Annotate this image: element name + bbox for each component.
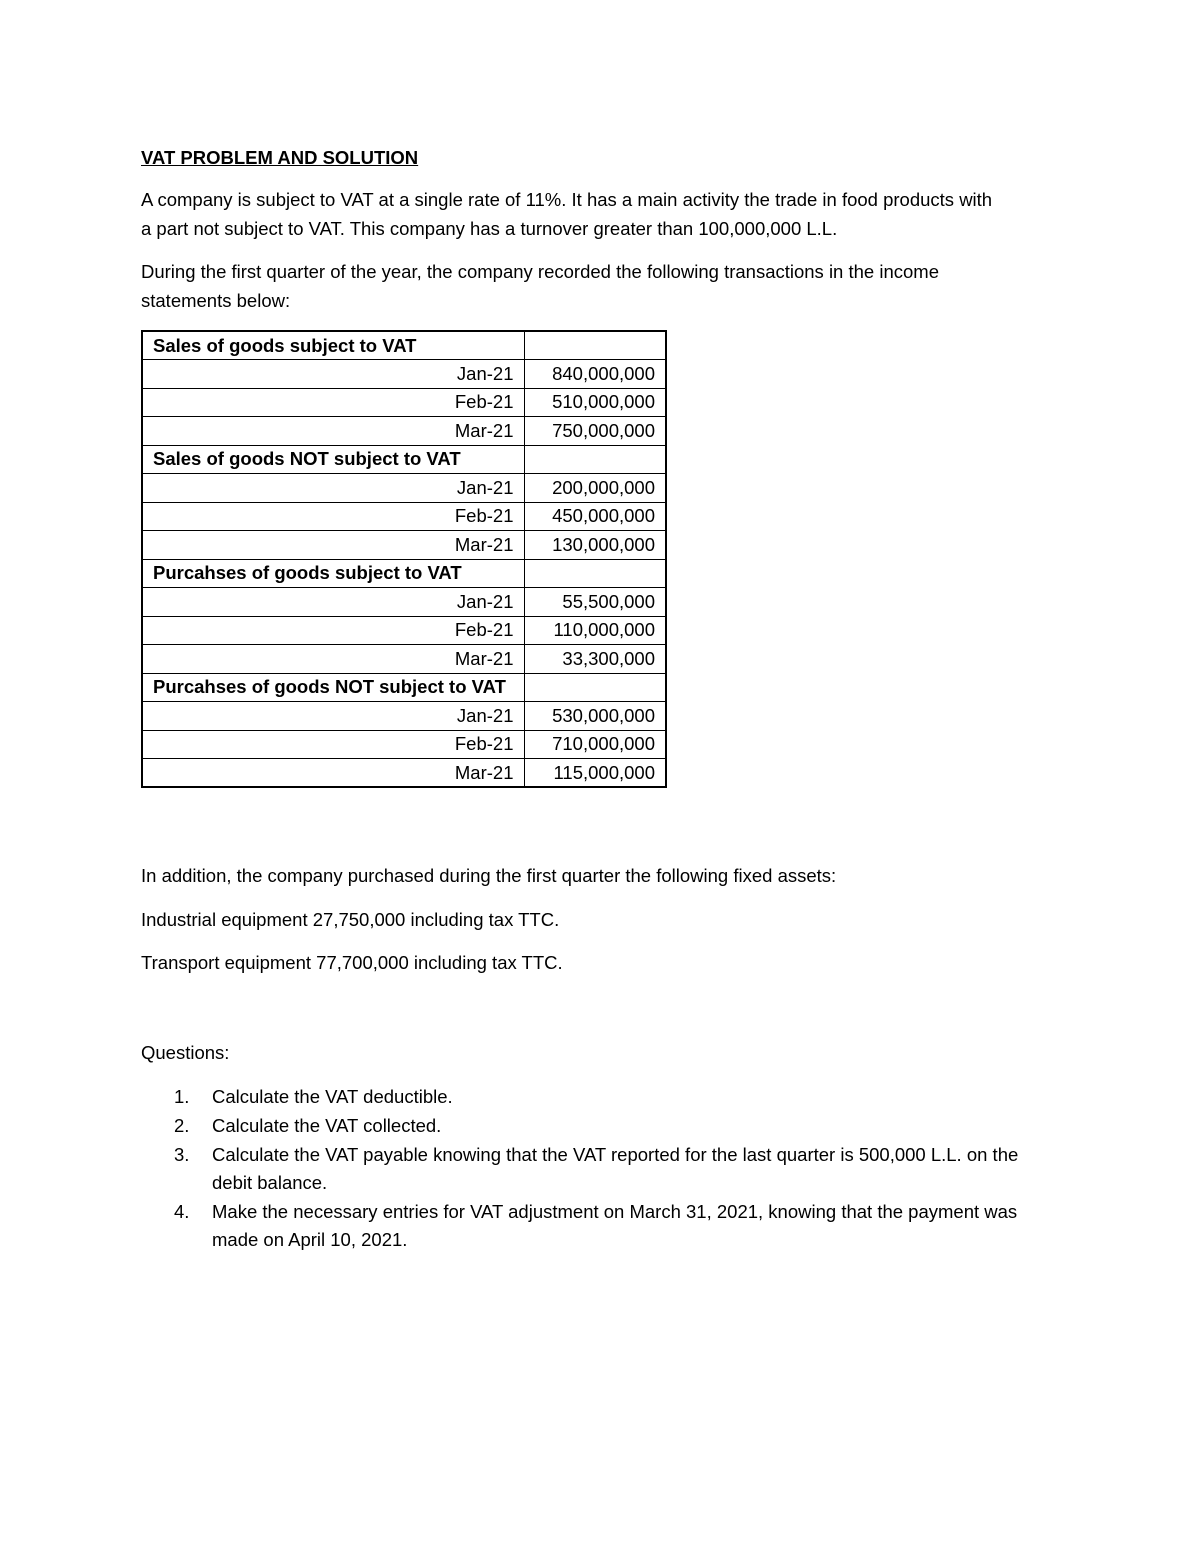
intro-paragraph-line-1: A company is subject to VAT at a single rate of 11%. It has a main activity the trade in food products with <box>141 189 993 210</box>
table-section-heading-row <box>142 673 666 702</box>
question-number: 1. <box>174 1086 190 1107</box>
section-heading: Purcahses of goods subject to VAT <box>142 559 524 588</box>
month-cell: Jan-21 <box>142 702 524 731</box>
month-cell: Mar-21 <box>142 645 524 674</box>
amount-cell: 110,000,000 <box>524 616 666 645</box>
question-number: 3. <box>174 1144 190 1165</box>
question-text: Calculate the VAT payable knowing that the VAT reported for the last quarter is 500,000 L.L. on the debit balance. <box>212 1144 1019 1193</box>
empty-cell <box>524 445 666 474</box>
amount-cell: 115,000,000 <box>524 759 666 788</box>
month-cell: Mar-21 <box>142 759 524 788</box>
document-title: VAT PROBLEM AND SOLUTION <box>141 147 419 168</box>
table-row <box>142 616 666 645</box>
month-cell: Mar-21 <box>142 417 524 446</box>
intro-paragraph-line-2: a part not subject to VAT. This company has a turnover greater than 100,000,000 L.L. <box>141 218 838 239</box>
table-row <box>142 417 666 446</box>
month-cell: Feb-21 <box>142 502 524 531</box>
amount-cell: 130,000,000 <box>524 531 666 560</box>
section-heading: Sales of goods NOT subject to VAT <box>142 445 524 474</box>
table-row <box>142 474 666 503</box>
list-item <box>141 1112 1061 1140</box>
question-text: Make the necessary entries for VAT adjustment on March 31, 2021, knowing that the payment was made on April 10, 2021. <box>212 1201 1018 1250</box>
amount-cell: 450,000,000 <box>524 502 666 531</box>
list-item <box>141 1198 1061 1254</box>
fixed-assets-intro: In addition, the company purchased during the first quarter the following fixed assets: <box>141 865 837 886</box>
empty-cell <box>524 559 666 588</box>
question-text: Calculate the VAT collected. <box>212 1115 442 1136</box>
amount-cell: 55,500,000 <box>524 588 666 617</box>
amount-cell: 200,000,000 <box>524 474 666 503</box>
questions-heading: Questions: <box>141 1042 230 1063</box>
transport-equipment-line: Transport equipment 77,700,000 including tax TTC. <box>141 952 563 973</box>
month-cell: Feb-21 <box>142 616 524 645</box>
amount-cell: 530,000,000 <box>524 702 666 731</box>
table-section-heading-row <box>142 445 666 474</box>
table-row <box>142 645 666 674</box>
month-cell: Jan-21 <box>142 474 524 503</box>
table-row <box>142 702 666 731</box>
empty-cell <box>524 673 666 702</box>
question-number: 2. <box>174 1115 190 1136</box>
amount-cell: 510,000,000 <box>524 388 666 417</box>
section-heading: Sales of goods subject to VAT <box>142 331 524 360</box>
table-row <box>142 730 666 759</box>
list-item <box>141 1083 1061 1111</box>
table-row <box>142 588 666 617</box>
table-row <box>142 388 666 417</box>
questions-list <box>141 1083 1061 1255</box>
table-section-heading-row <box>142 331 666 360</box>
section-heading: Purcahses of goods NOT subject to VAT <box>142 673 524 702</box>
table-row <box>142 360 666 389</box>
amount-cell: 710,000,000 <box>524 730 666 759</box>
empty-cell <box>524 331 666 360</box>
table-section-heading-row <box>142 559 666 588</box>
amount-cell: 750,000,000 <box>524 417 666 446</box>
month-cell: Feb-21 <box>142 730 524 759</box>
month-cell: Feb-21 <box>142 388 524 417</box>
month-cell: Mar-21 <box>142 531 524 560</box>
list-item <box>141 1141 1061 1197</box>
table-row <box>142 531 666 560</box>
table-row <box>142 502 666 531</box>
question-text: Calculate the VAT deductible. <box>212 1086 453 1107</box>
amount-cell: 840,000,000 <box>524 360 666 389</box>
amount-cell: 33,300,000 <box>524 645 666 674</box>
transactions-paragraph-line-2: statements below: <box>141 290 291 311</box>
month-cell: Jan-21 <box>142 360 524 389</box>
month-cell: Jan-21 <box>142 588 524 617</box>
transactions-paragraph-line-1: During the first quarter of the year, the company recorded the following transactions in the income <box>141 261 939 282</box>
industrial-equipment-line: Industrial equipment 27,750,000 including tax TTC. <box>141 909 560 930</box>
question-number: 4. <box>174 1201 190 1222</box>
transactions-table <box>141 330 667 788</box>
table-row <box>142 759 666 788</box>
